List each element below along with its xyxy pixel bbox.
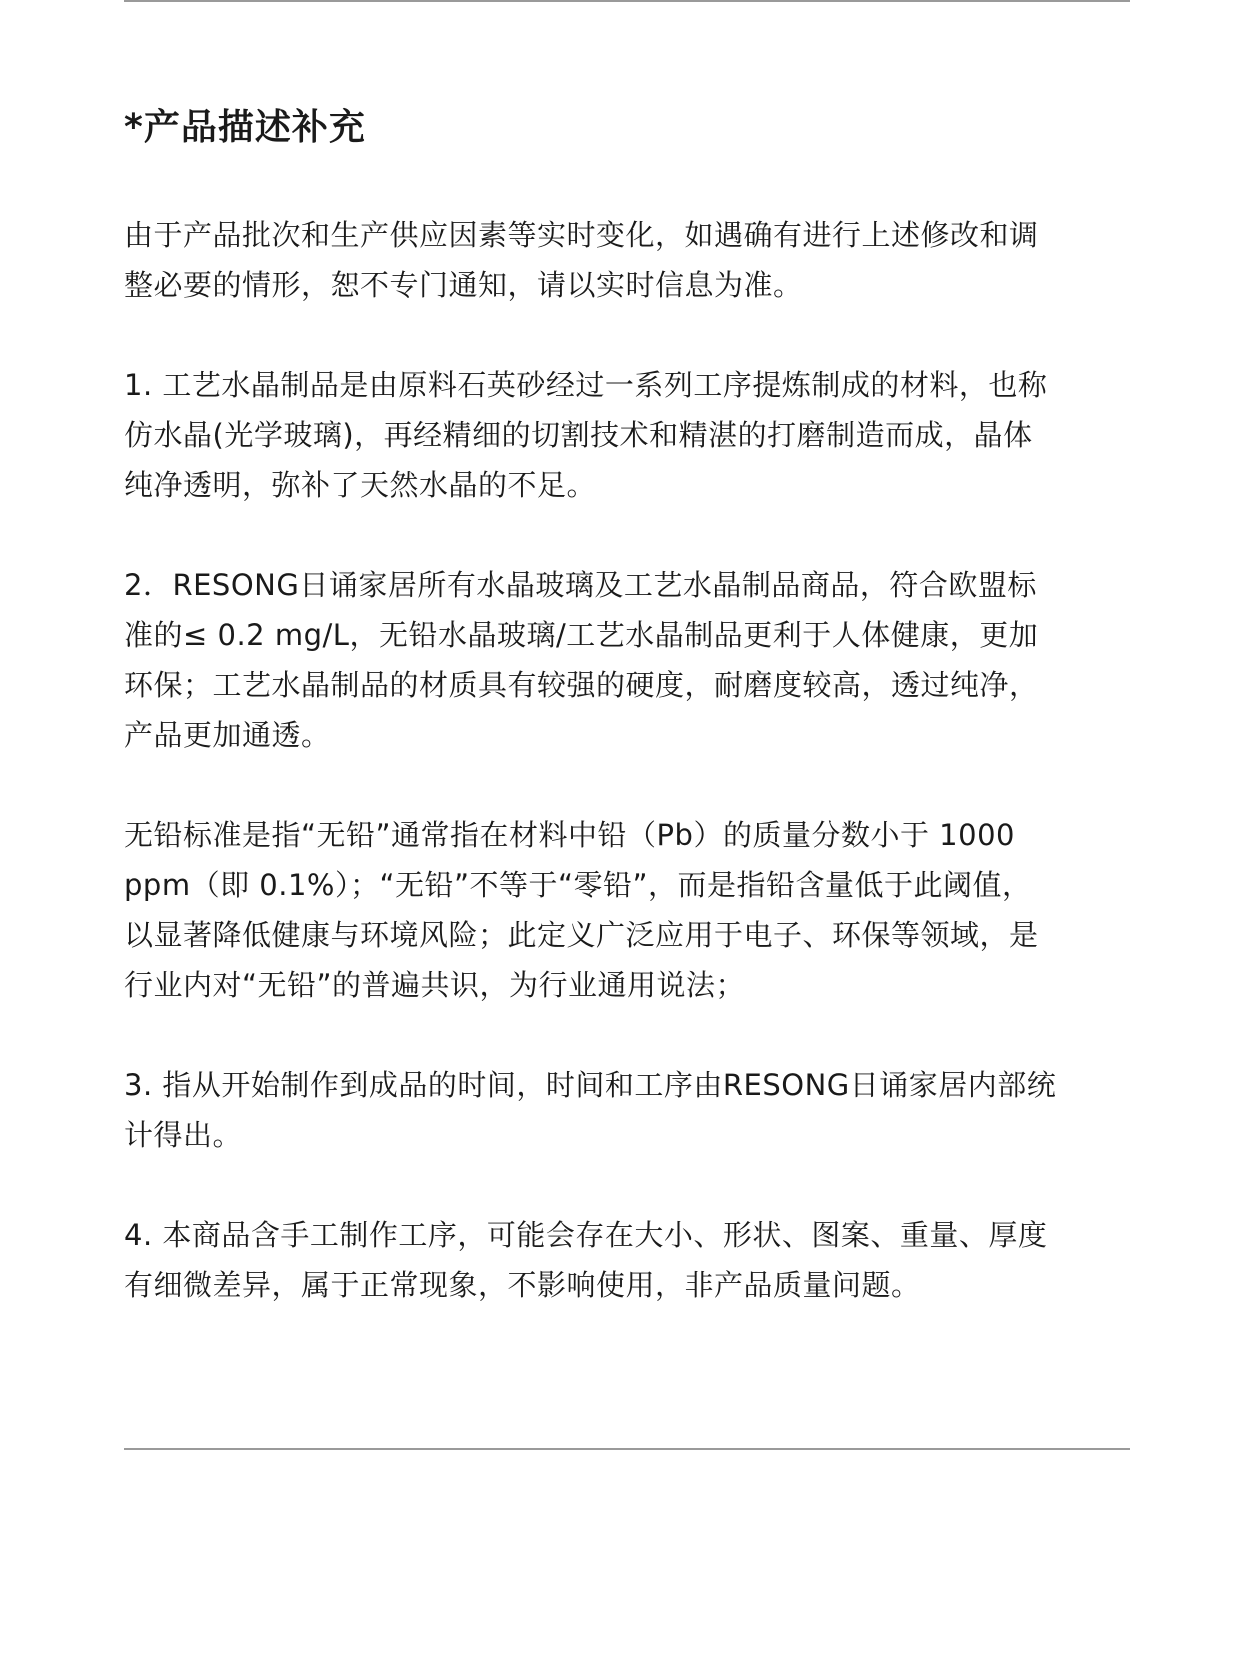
description-section — [124, 100, 1134, 1360]
paragraph-line: 2．RESONG日诵家居所有水晶玻璃及工艺水晶制品商品，符合欧盟标 — [124, 568, 1037, 602]
paragraph-item-1 — [124, 360, 1134, 510]
bottom-divider — [124, 1448, 1130, 1450]
paragraph-line: 4. 本商品含手工制作工序，可能会存在大小、形状、图案、重量、厚度 — [124, 1218, 1048, 1252]
paragraph-line: 有细微差异，属于正常现象，不影响使用，非产品质量问题。 — [124, 1268, 921, 1302]
paragraph-line: ppm（即 0.1%）；“无铅”不等于“零铅”，而是指铅含量低于此阈值， — [124, 868, 1032, 902]
paragraph-item-4 — [124, 1210, 1134, 1310]
paragraph-item-2 — [124, 560, 1134, 760]
paragraph-line: 以显著降低健康与环境风险；此定义广泛应用于电子、环保等领域，是 — [124, 918, 1039, 952]
paragraph-line: 1. 工艺水晶制品是由原料石英砂经过一系列工序提炼制成的材料，也称 — [124, 368, 1048, 402]
paragraph-line: 纯净透明，弥补了天然水晶的不足。 — [124, 468, 597, 502]
paragraph-lead-free-standard — [124, 810, 1134, 1010]
paragraph-item-3 — [124, 1060, 1134, 1160]
paragraph-line: 计得出。 — [124, 1118, 243, 1152]
paragraph-line: 仿水晶(光学玻璃)，再经精细的切割技术和精湛的打磨制造而成，晶体 — [124, 418, 1033, 452]
paragraph-line: 产品更加通透。 — [124, 718, 331, 752]
paragraph-line: 准的≤ 0.2 mg/L，无铅水晶玻璃/工艺水晶制品更利于人体健康，更加 — [124, 618, 1039, 652]
paragraph-notice — [124, 210, 1134, 310]
paragraph-line: 整必要的情形，恕不专门通知，请以实时信息为准。 — [124, 268, 803, 302]
top-divider — [124, 0, 1130, 2]
section-title: *产品描述补充 — [124, 107, 366, 148]
paragraph-line: 3. 指从开始制作到成品的时间，时间和工序由RESONG日诵家居内部统 — [124, 1068, 1057, 1102]
paragraph-line: 由于产品批次和生产供应因素等实时变化，如遇确有进行上述修改和调 — [124, 218, 1039, 252]
paragraph-line: 环保；工艺水晶制品的材质具有较强的硬度，耐磨度较高，透过纯净， — [124, 668, 1039, 702]
paragraph-line: 无铅标准是指“无铅”通常指在材料中铅（Pb）的质量分数小于 1000 — [124, 818, 1015, 852]
paragraph-line: 行业内对“无铅”的普遍共识，为行业通用说法； — [124, 968, 746, 1002]
